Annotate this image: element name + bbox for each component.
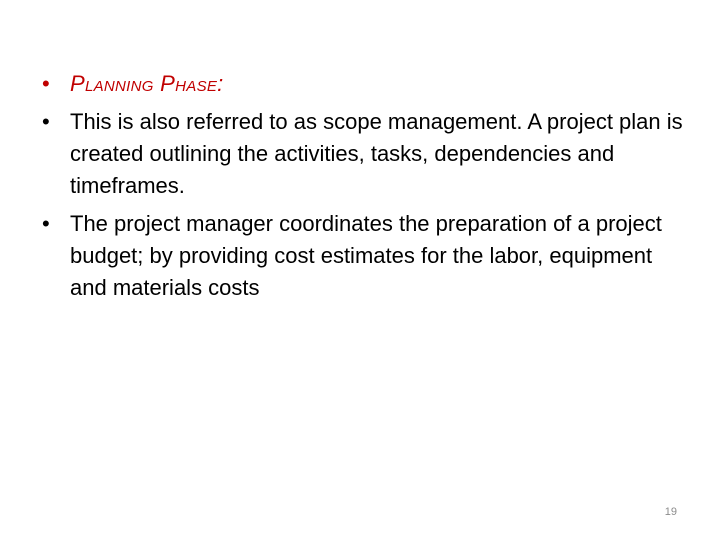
bullet-text: The project manager coordinates the preparation of a project budget; by providing cost estimates for the labor, equipment and materials costs xyxy=(70,211,662,300)
bullet-item xyxy=(42,208,687,304)
bullet-item xyxy=(42,106,687,202)
bullet-marker: • xyxy=(42,71,50,96)
bullet-marker: • xyxy=(42,109,50,134)
bullet-marker: • xyxy=(42,211,50,236)
bullet-text: This is also referred to as scope management. A project plan is created outlining the activities, tasks, dependencies and timeframes. xyxy=(70,109,683,198)
page-number: 19 xyxy=(664,506,677,518)
section-heading: Planning Phase: xyxy=(70,71,224,96)
bullet-list xyxy=(42,68,687,310)
heading-bullet xyxy=(42,68,687,100)
